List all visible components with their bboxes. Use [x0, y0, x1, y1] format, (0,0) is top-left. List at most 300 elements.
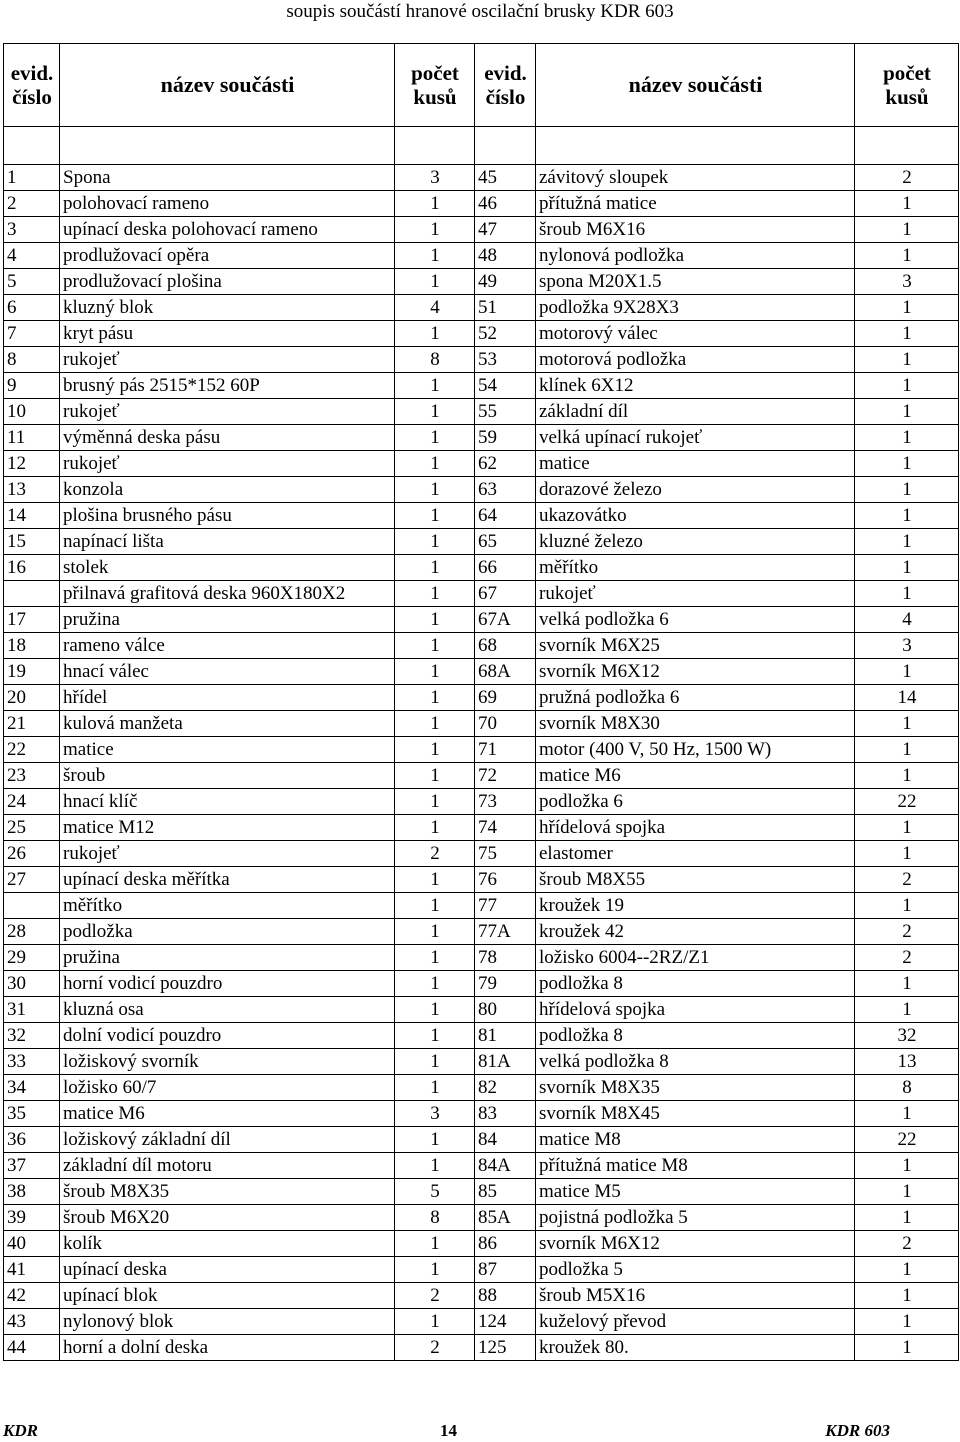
part-name-cell: hnací válec [60, 659, 395, 685]
part-count-cell: 1 [395, 373, 475, 399]
table-row [4, 711, 959, 737]
evid-number-cell: 3 [4, 217, 60, 243]
part-name-cell: rukojeť [60, 451, 395, 477]
part-count-cell: 1 [395, 217, 475, 243]
part-name-cell: podložka 8 [536, 1023, 855, 1049]
part-name-cell: šroub M6X20 [60, 1205, 395, 1231]
part-name-cell: klínek 6X12 [536, 373, 855, 399]
header-count-left [395, 44, 475, 127]
part-count-cell: 3 [395, 1101, 475, 1127]
evid-number-cell: 64 [475, 503, 536, 529]
part-name-cell: svorník M6X25 [536, 633, 855, 659]
evid-number-cell: 53 [475, 347, 536, 373]
part-count-cell: 1 [855, 815, 959, 841]
part-name-cell: měřítko [60, 893, 395, 919]
part-count-cell: 1 [855, 737, 959, 763]
evid-number-cell: 26 [4, 841, 60, 867]
part-count-cell: 1 [395, 763, 475, 789]
table-row [4, 1231, 959, 1257]
evid-number-cell: 38 [4, 1179, 60, 1205]
part-name-cell: dolní vodicí pouzdro [60, 1023, 395, 1049]
part-count-cell: 1 [395, 451, 475, 477]
header-number-label: číslo [12, 85, 52, 109]
table-row [4, 373, 959, 399]
evid-number-cell: 16 [4, 555, 60, 581]
header-evid-label: evid. [484, 61, 527, 85]
evid-number-cell: 19 [4, 659, 60, 685]
evid-number-cell: 18 [4, 633, 60, 659]
part-name-cell: svorník M6X12 [536, 1231, 855, 1257]
part-count-cell: 1 [395, 321, 475, 347]
part-name-cell: ložiskový základní díl [60, 1127, 395, 1153]
header-evid-number-left [4, 44, 60, 127]
evid-number-cell: 73 [475, 789, 536, 815]
part-name-cell: rukojeť [60, 347, 395, 373]
evid-number-cell: 84 [475, 1127, 536, 1153]
table-row [4, 841, 959, 867]
part-count-cell: 3 [395, 165, 475, 191]
part-count-cell: 1 [395, 1127, 475, 1153]
part-count-cell: 1 [395, 1309, 475, 1335]
evid-number-cell: 36 [4, 1127, 60, 1153]
table-row [4, 945, 959, 971]
evid-number-cell: 87 [475, 1257, 536, 1283]
part-name-cell: matice M5 [536, 1179, 855, 1205]
part-count-cell: 2 [855, 945, 959, 971]
spacer-cell [536, 127, 855, 165]
table-row [4, 1127, 959, 1153]
evid-number-cell: 30 [4, 971, 60, 997]
part-count-cell: 4 [855, 607, 959, 633]
evid-number-cell: 45 [475, 165, 536, 191]
part-name-cell: kryt pásu [60, 321, 395, 347]
part-name-cell: kroužek 80. [536, 1335, 855, 1361]
part-count-cell: 1 [855, 1283, 959, 1309]
part-count-cell: 1 [395, 243, 475, 269]
part-name-cell: prodlužovací plošina [60, 269, 395, 295]
evid-number-cell: 72 [475, 763, 536, 789]
part-name-cell: kuželový převod [536, 1309, 855, 1335]
part-count-cell: 2 [395, 1283, 475, 1309]
part-count-cell: 1 [855, 1179, 959, 1205]
part-name-cell: podložka 8 [536, 971, 855, 997]
part-count-cell: 1 [395, 685, 475, 711]
part-name-cell: rukojeť [536, 581, 855, 607]
part-count-cell: 1 [855, 347, 959, 373]
spacer-cell [60, 127, 395, 165]
evid-number-cell: 10 [4, 399, 60, 425]
header-part-name-left: název součásti [60, 44, 395, 127]
part-count-cell: 1 [395, 425, 475, 451]
part-name-cell: velká upínací rukojeť [536, 425, 855, 451]
part-count-cell: 1 [855, 841, 959, 867]
part-name-cell: ložisko 6004--2RZ/Z1 [536, 945, 855, 971]
part-count-cell: 1 [395, 1153, 475, 1179]
evid-number-cell: 79 [475, 971, 536, 997]
part-name-cell: prodlužovací opěra [60, 243, 395, 269]
part-name-cell: rukojeť [60, 841, 395, 867]
part-name-cell: nylonová podložka [536, 243, 855, 269]
evid-number-cell: 42 [4, 1283, 60, 1309]
header-count-right [855, 44, 959, 127]
part-name-cell: matice M8 [536, 1127, 855, 1153]
part-count-cell: 1 [855, 659, 959, 685]
evid-number-cell: 46 [475, 191, 536, 217]
evid-number-cell: 82 [475, 1075, 536, 1101]
header-pieces-label: kusů [413, 85, 457, 109]
part-name-cell: upínací deska polohovací rameno [60, 217, 395, 243]
evid-number-cell: 24 [4, 789, 60, 815]
part-count-cell: 1 [395, 815, 475, 841]
table-row [4, 555, 959, 581]
part-name-cell: napínací lišta [60, 529, 395, 555]
part-name-cell: matice [536, 451, 855, 477]
part-count-cell: 1 [395, 737, 475, 763]
part-name-cell: šroub M6X16 [536, 217, 855, 243]
evid-number-cell: 8 [4, 347, 60, 373]
evid-number-cell: 34 [4, 1075, 60, 1101]
spacer-cell [855, 127, 959, 165]
evid-number-cell [4, 893, 60, 919]
evid-number-cell: 85A [475, 1205, 536, 1231]
part-count-cell: 1 [855, 243, 959, 269]
part-count-cell: 1 [855, 451, 959, 477]
evid-number-cell: 35 [4, 1101, 60, 1127]
evid-number-cell: 70 [475, 711, 536, 737]
part-name-cell: kluzný blok [60, 295, 395, 321]
evid-number-cell: 9 [4, 373, 60, 399]
evid-number-cell: 52 [475, 321, 536, 347]
table-row [4, 763, 959, 789]
table-row [4, 191, 959, 217]
table-row [4, 867, 959, 893]
part-count-cell: 1 [855, 1257, 959, 1283]
part-count-cell: 1 [395, 399, 475, 425]
part-count-cell: 1 [395, 659, 475, 685]
evid-number-cell: 69 [475, 685, 536, 711]
part-count-cell: 13 [855, 1049, 959, 1075]
header-count-label: počet [883, 61, 931, 85]
part-count-cell: 2 [855, 867, 959, 893]
evid-number-cell: 80 [475, 997, 536, 1023]
part-name-cell: pružina [60, 945, 395, 971]
evid-number-cell: 12 [4, 451, 60, 477]
part-name-cell: kroužek 19 [536, 893, 855, 919]
spacer-cell [395, 127, 475, 165]
part-count-cell: 1 [855, 893, 959, 919]
evid-number-cell: 125 [475, 1335, 536, 1361]
table-row [4, 529, 959, 555]
parts-table-header [4, 44, 959, 127]
part-count-cell: 2 [395, 841, 475, 867]
part-name-cell: pružina [60, 607, 395, 633]
part-name-cell: závitový sloupek [536, 165, 855, 191]
part-count-cell: 1 [395, 1231, 475, 1257]
evid-number-cell: 14 [4, 503, 60, 529]
table-row [4, 815, 959, 841]
evid-number-cell: 59 [475, 425, 536, 451]
table-row [4, 1257, 959, 1283]
part-name-cell: svorník M8X45 [536, 1101, 855, 1127]
header-count-label: počet [411, 61, 459, 85]
part-count-cell: 1 [855, 1335, 959, 1361]
part-name-cell: podložka 5 [536, 1257, 855, 1283]
part-count-cell: 3 [855, 633, 959, 659]
part-name-cell: motorová podložka [536, 347, 855, 373]
part-count-cell: 22 [855, 1127, 959, 1153]
evid-number-cell: 85 [475, 1179, 536, 1205]
part-count-cell: 1 [395, 633, 475, 659]
evid-number-cell: 7 [4, 321, 60, 347]
table-row [4, 659, 959, 685]
table-row [4, 1101, 959, 1127]
table-row [4, 321, 959, 347]
part-name-cell: hřídel [60, 685, 395, 711]
table-row [4, 581, 959, 607]
footer-right-label: KDR 603 [825, 1421, 890, 1440]
part-count-cell: 2 [855, 165, 959, 191]
table-row [4, 919, 959, 945]
evid-number-cell: 81A [475, 1049, 536, 1075]
part-name-cell: velká podložka 8 [536, 1049, 855, 1075]
part-name-cell: ukazovátko [536, 503, 855, 529]
evid-number-cell: 68A [475, 659, 536, 685]
evid-number-cell: 39 [4, 1205, 60, 1231]
table-row [4, 399, 959, 425]
part-name-cell: ložiskový svorník [60, 1049, 395, 1075]
part-name-cell: stolek [60, 555, 395, 581]
header-pieces-label: kusů [885, 85, 929, 109]
part-count-cell: 1 [855, 1153, 959, 1179]
part-name-cell: kluzná osa [60, 997, 395, 1023]
part-name-cell: hřídelová spojka [536, 997, 855, 1023]
evid-number-cell: 25 [4, 815, 60, 841]
part-count-cell: 1 [395, 529, 475, 555]
table-row [4, 1049, 959, 1075]
table-row [4, 217, 959, 243]
evid-number-cell: 49 [475, 269, 536, 295]
part-count-cell: 3 [855, 269, 959, 295]
part-count-cell: 1 [855, 1309, 959, 1335]
evid-number-cell: 77 [475, 893, 536, 919]
evid-number-cell: 62 [475, 451, 536, 477]
evid-number-cell: 77A [475, 919, 536, 945]
part-count-cell: 1 [855, 1205, 959, 1231]
part-name-cell: matice M12 [60, 815, 395, 841]
table-row [4, 1335, 959, 1361]
part-count-cell: 1 [855, 399, 959, 425]
part-count-cell: 1 [855, 217, 959, 243]
part-name-cell: přítužná matice M8 [536, 1153, 855, 1179]
evid-number-cell: 88 [475, 1283, 536, 1309]
part-count-cell: 14 [855, 685, 959, 711]
part-count-cell: 1 [855, 711, 959, 737]
part-count-cell: 1 [395, 919, 475, 945]
evid-number-cell: 65 [475, 529, 536, 555]
table-row [4, 971, 959, 997]
evid-number-cell: 76 [475, 867, 536, 893]
part-count-cell: 1 [395, 789, 475, 815]
part-name-cell: matice M6 [536, 763, 855, 789]
footer-page-number: 14 [440, 1421, 457, 1440]
part-count-cell: 1 [855, 997, 959, 1023]
part-name-cell: šroub M5X16 [536, 1283, 855, 1309]
part-name-cell: podložka 6 [536, 789, 855, 815]
part-name-cell: pojistná podložka 5 [536, 1205, 855, 1231]
evid-number-cell: 6 [4, 295, 60, 321]
part-count-cell: 1 [855, 503, 959, 529]
part-count-cell: 1 [855, 581, 959, 607]
part-count-cell: 1 [855, 477, 959, 503]
part-name-cell: horní a dolní deska [60, 1335, 395, 1361]
evid-number-cell: 21 [4, 711, 60, 737]
part-count-cell: 1 [395, 867, 475, 893]
evid-number-cell: 37 [4, 1153, 60, 1179]
table-row [4, 1153, 959, 1179]
part-count-cell: 1 [395, 581, 475, 607]
part-name-cell: brusný pás 2515*152 60P [60, 373, 395, 399]
spacer-cell [4, 127, 60, 165]
part-count-cell: 4 [395, 295, 475, 321]
part-count-cell: 1 [855, 295, 959, 321]
table-row [4, 737, 959, 763]
evid-number-cell: 74 [475, 815, 536, 841]
part-name-cell: měřítko [536, 555, 855, 581]
evid-number-cell: 67 [475, 581, 536, 607]
table-row [4, 1283, 959, 1309]
evid-number-cell: 54 [475, 373, 536, 399]
part-name-cell: elastomer [536, 841, 855, 867]
part-count-cell: 1 [395, 1023, 475, 1049]
part-name-cell: základní díl [536, 399, 855, 425]
part-count-cell: 1 [395, 997, 475, 1023]
part-count-cell: 1 [395, 503, 475, 529]
part-name-cell: šroub M8X35 [60, 1179, 395, 1205]
parts-table [3, 43, 959, 1361]
part-count-cell: 1 [855, 1101, 959, 1127]
evid-number-cell: 81 [475, 1023, 536, 1049]
part-count-cell: 1 [395, 711, 475, 737]
table-row [4, 1075, 959, 1101]
evid-number-cell: 43 [4, 1309, 60, 1335]
evid-number-cell: 86 [475, 1231, 536, 1257]
evid-number-cell: 41 [4, 1257, 60, 1283]
part-name-cell: matice M6 [60, 1101, 395, 1127]
header-number-label: číslo [485, 85, 526, 109]
part-count-cell: 1 [395, 269, 475, 295]
part-name-cell: dorazové železo [536, 477, 855, 503]
evid-number-cell: 11 [4, 425, 60, 451]
evid-number-cell: 15 [4, 529, 60, 555]
evid-number-cell [4, 581, 60, 607]
table-row [4, 451, 959, 477]
part-count-cell: 1 [395, 1049, 475, 1075]
part-name-cell: motorový válec [536, 321, 855, 347]
part-count-cell: 5 [395, 1179, 475, 1205]
table-row [4, 165, 959, 191]
evid-number-cell: 84A [475, 1153, 536, 1179]
evid-number-cell: 22 [4, 737, 60, 763]
part-count-cell: 2 [855, 919, 959, 945]
evid-number-cell: 83 [475, 1101, 536, 1127]
table-row [4, 243, 959, 269]
table-row [4, 1205, 959, 1231]
evid-number-cell: 2 [4, 191, 60, 217]
part-count-cell: 8 [395, 347, 475, 373]
table-row [4, 607, 959, 633]
part-name-cell: horní vodicí pouzdro [60, 971, 395, 997]
spacer-cell [475, 127, 536, 165]
part-count-cell: 8 [855, 1075, 959, 1101]
part-name-cell: Spona [60, 165, 395, 191]
part-name-cell: pružná podložka 6 [536, 685, 855, 711]
part-name-cell: konzola [60, 477, 395, 503]
part-name-cell: svorník M6X12 [536, 659, 855, 685]
part-name-cell: hřídelová spojka [536, 815, 855, 841]
evid-number-cell: 67A [475, 607, 536, 633]
parts-table-body [4, 127, 959, 1361]
part-name-cell: svorník M8X30 [536, 711, 855, 737]
evid-number-cell: 20 [4, 685, 60, 711]
part-count-cell: 1 [395, 1257, 475, 1283]
part-count-cell: 1 [855, 529, 959, 555]
evid-number-cell: 66 [475, 555, 536, 581]
part-name-cell: kroužek 42 [536, 919, 855, 945]
table-row [4, 789, 959, 815]
part-name-cell: ložisko 60/7 [60, 1075, 395, 1101]
table-row [4, 685, 959, 711]
evid-number-cell: 47 [475, 217, 536, 243]
evid-number-cell: 44 [4, 1335, 60, 1361]
part-count-cell: 1 [395, 1075, 475, 1101]
part-name-cell: plošina brusného pásu [60, 503, 395, 529]
part-name-cell: upínací deska [60, 1257, 395, 1283]
evid-number-cell: 17 [4, 607, 60, 633]
header-evid-number-right [475, 44, 536, 127]
part-count-cell: 1 [855, 555, 959, 581]
part-count-cell: 2 [395, 1335, 475, 1361]
table-row [4, 633, 959, 659]
part-name-cell: upínací blok [60, 1283, 395, 1309]
part-name-cell: spona M20X1.5 [536, 269, 855, 295]
evid-number-cell: 51 [475, 295, 536, 321]
part-name-cell: výměnná deska pásu [60, 425, 395, 451]
part-count-cell: 1 [395, 477, 475, 503]
evid-number-cell: 5 [4, 269, 60, 295]
table-row [4, 503, 959, 529]
part-name-cell: kolík [60, 1231, 395, 1257]
table-row [4, 1179, 959, 1205]
evid-number-cell: 55 [475, 399, 536, 425]
evid-number-cell: 48 [475, 243, 536, 269]
evid-number-cell: 13 [4, 477, 60, 503]
part-count-cell: 1 [395, 893, 475, 919]
evid-number-cell: 78 [475, 945, 536, 971]
table-row [4, 1309, 959, 1335]
part-count-cell: 1 [855, 373, 959, 399]
evid-number-cell: 23 [4, 763, 60, 789]
evid-number-cell: 63 [475, 477, 536, 503]
footer-left-label: KDR [3, 1421, 38, 1440]
table-row [4, 295, 959, 321]
part-name-cell: kluzné železo [536, 529, 855, 555]
part-count-cell: 8 [395, 1205, 475, 1231]
part-name-cell: šroub [60, 763, 395, 789]
part-count-cell: 1 [855, 425, 959, 451]
evid-number-cell: 68 [475, 633, 536, 659]
part-count-cell: 2 [855, 1231, 959, 1257]
part-count-cell: 1 [395, 191, 475, 217]
